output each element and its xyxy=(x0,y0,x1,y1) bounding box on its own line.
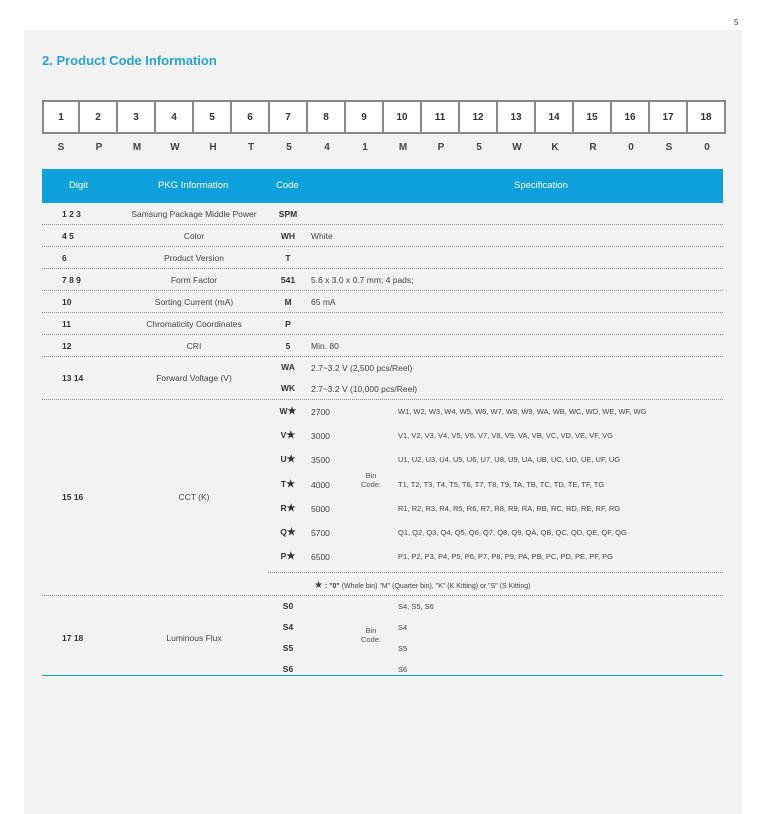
code-position: 4 xyxy=(156,100,194,134)
code-position: 3 xyxy=(118,100,156,134)
section-title: 2. Product Code Information xyxy=(42,53,217,68)
row-code: WK xyxy=(280,383,296,393)
code-character: S xyxy=(57,141,65,153)
cct-code xyxy=(268,551,308,562)
cct-code-letter: U xyxy=(280,454,287,465)
code-position: 10 xyxy=(384,100,422,134)
table-row-cct xyxy=(42,400,723,596)
row-pkg-info: Forward Voltage (V) xyxy=(156,373,232,383)
code-position: 14 xyxy=(536,100,574,134)
header-digit: Digit xyxy=(69,180,89,191)
row-code: 5 xyxy=(285,341,291,351)
cct-code-letter: T xyxy=(280,478,287,489)
row-digit: 13 14 xyxy=(62,373,84,383)
row-digit: 10 xyxy=(62,297,72,307)
cct-bin-codes: T1, T2, T3, T4, T5, T6, T7, T8, T9, TA, TB, TC, TD, TE, TF, TG xyxy=(398,479,605,489)
code-character: R xyxy=(589,141,597,153)
code-character: M xyxy=(132,141,142,153)
row-code: WA xyxy=(281,362,295,372)
table-row xyxy=(42,291,723,313)
cct-code xyxy=(268,430,308,441)
row-digit: 11 xyxy=(62,319,71,329)
cct-code-letter: R xyxy=(280,502,287,513)
row-code: S5 xyxy=(282,643,294,653)
cct-bin-codes: U1, U2, U3, U4, U5, U6, U7, U8, U9, UA, UB, UC, UD, UE, UF, UG xyxy=(398,455,621,465)
row-code: 541 xyxy=(280,275,296,285)
row-digit: 15 16 xyxy=(62,492,84,502)
code-character: 4 xyxy=(324,141,330,153)
row-specification: 2.7~3.2 V (10,000 pcs/Reel) xyxy=(311,384,418,394)
row-specification: 5.6 x 3.0 x 0.7 mm; 4 pads; xyxy=(311,275,414,285)
header-pkg: PKG Information xyxy=(158,180,229,191)
row-specification: Min. 80 xyxy=(311,341,339,351)
star-icon: ★ xyxy=(286,478,296,490)
lum-bin-codes: S5 xyxy=(398,644,408,653)
code-character: S xyxy=(665,141,673,153)
cct-footnote xyxy=(314,580,530,591)
code-position: 18 xyxy=(688,100,726,134)
code-position: 2 xyxy=(80,100,118,134)
table-row xyxy=(42,335,723,357)
code-character: T xyxy=(247,141,255,153)
code-position: 15 xyxy=(574,100,612,134)
code-position: 8 xyxy=(308,100,346,134)
page-number: 5 xyxy=(734,18,739,27)
cct-bin-codes: P1, P2, P3, P4, P5, P6, P7, P8, P9, PA, PB, PC, PD, PE, PF, PG xyxy=(398,552,613,562)
code-position: 16 xyxy=(612,100,650,134)
lum-bin-codes: S4 xyxy=(398,623,408,632)
cct-code xyxy=(268,479,308,490)
table-row xyxy=(42,247,723,269)
cct-value: 5700 xyxy=(311,528,330,538)
row-code: S6 xyxy=(282,664,294,674)
code-character: W xyxy=(170,141,180,153)
star-icon: ★ xyxy=(314,580,323,591)
code-position: 5 xyxy=(194,100,232,134)
bin-code-label: Bin Code: xyxy=(360,471,381,489)
spec-table xyxy=(42,169,723,678)
code-position: 1 xyxy=(42,100,80,134)
code-character: P xyxy=(437,141,445,153)
row-code: SPM xyxy=(278,209,298,219)
cct-code xyxy=(268,503,308,514)
cct-value: 6500 xyxy=(311,552,330,563)
bin-code-label: Bin Code: xyxy=(360,626,381,644)
code-position: 9 xyxy=(346,100,384,134)
cct-value: 3000 xyxy=(311,431,330,442)
row-code: WH xyxy=(280,231,296,241)
row-pkg-info: Luminous Flux xyxy=(166,633,222,643)
lum-bin-codes: S4, S5, S6 xyxy=(398,602,434,611)
row-pkg-info: Product Version xyxy=(163,253,224,263)
row-digit: 4 5 xyxy=(62,231,74,241)
code-position: 6 xyxy=(232,100,270,134)
code-character: 0 xyxy=(704,141,710,153)
cct-code xyxy=(268,406,308,417)
star-icon: ★ xyxy=(286,430,296,442)
code-character: 5 xyxy=(286,141,292,153)
code-position: 13 xyxy=(498,100,536,134)
code-position: 7 xyxy=(270,100,308,134)
row-pkg-info: CCT (K) xyxy=(178,492,210,502)
code-character: 5 xyxy=(476,141,482,153)
footnote-zero: : "0" xyxy=(322,583,340,590)
product-code-grid xyxy=(42,100,726,160)
spec-table-header xyxy=(42,169,723,203)
star-icon: ★ xyxy=(286,527,296,538)
star-icon: ★ xyxy=(286,551,296,563)
cct-value: 2700 xyxy=(311,407,330,417)
row-pkg-info: CRI xyxy=(186,341,202,351)
code-character: P xyxy=(95,141,103,153)
cct-bin-codes: W1, W2, W3, W4, W5, W6, W7, W8, W9, WA, WB, WC, WD, WE, WF, WG xyxy=(398,407,647,416)
row-pkg-info: Samsung Package Middle Power xyxy=(131,209,257,219)
cct-code-letter: W xyxy=(279,406,288,416)
row-code: P xyxy=(285,319,291,329)
cct-code xyxy=(268,527,308,538)
cct-bin-codes: V1, V2, V3, V4, V5, V6, V7, V8, V9, VA, VB, VC, VD, VE, VF, VG xyxy=(398,431,613,441)
cct-bin-codes: Q1, Q2, Q3, Q4, Q5, Q6, Q7, Q8, Q9, QA, QB, QC, QD, QE, QF, QG xyxy=(398,528,627,537)
table-row-luminous-flux xyxy=(42,596,723,678)
row-pkg-info: Chromaticity Coordinates xyxy=(146,319,242,329)
code-character: W xyxy=(512,141,522,153)
row-digit: 6 xyxy=(62,253,67,263)
table-row xyxy=(42,225,723,247)
row-specification: White xyxy=(311,231,333,241)
row-digit: 12 xyxy=(62,341,72,351)
table-row xyxy=(42,313,723,335)
row-code: S4 xyxy=(282,622,294,632)
star-icon: ★ xyxy=(287,406,297,417)
row-code: T xyxy=(285,253,291,263)
code-character: 1 xyxy=(362,141,368,153)
cct-value: 3500 xyxy=(311,455,330,466)
code-position: 12 xyxy=(460,100,498,134)
table-bottom-rule xyxy=(42,675,723,676)
row-pkg-info: Sorting Current (mA) xyxy=(154,297,234,307)
row-specification: 2.7~3.2 V (2,500 pcs/Reel) xyxy=(311,363,413,373)
row-code: S0 xyxy=(282,601,294,611)
row-digit: 7 8 9 xyxy=(62,275,81,285)
table-row xyxy=(42,203,723,225)
table-row xyxy=(42,269,723,291)
code-position: 17 xyxy=(650,100,688,134)
row-code: M xyxy=(284,297,292,307)
code-position: 11 xyxy=(422,100,460,134)
spec-table-body xyxy=(42,203,723,678)
code-character: H xyxy=(209,141,217,153)
header-spec: Specification xyxy=(514,180,568,191)
row-pkg-info: Form Factor xyxy=(170,275,218,285)
code-character: K xyxy=(551,141,559,153)
code-character: 0 xyxy=(628,141,634,153)
cct-value: 5000 xyxy=(311,503,330,514)
cct-value: 4000 xyxy=(311,479,330,490)
row-digit: 1 2 3 xyxy=(62,209,81,219)
star-icon: ★ xyxy=(286,454,296,466)
cct-code-letter: P xyxy=(280,551,287,562)
table-row-forward-voltage xyxy=(42,357,723,400)
header-code: Code xyxy=(276,180,299,191)
star-icon: ★ xyxy=(286,502,296,514)
row-specification: 65 mA xyxy=(311,297,336,307)
cct-code-letter: Q xyxy=(280,527,287,537)
lum-bin-codes: S6 xyxy=(398,665,408,674)
cct-footnote-divider xyxy=(268,572,723,573)
row-digit: 17 18 xyxy=(62,633,84,643)
footnote-text: (Whole bin) "M" (Quarter bin), "K" (K Kitting) or "S" (S Kitting) xyxy=(339,583,531,590)
code-character: M xyxy=(398,141,408,153)
cct-bin-codes: R1, R2, R3, R4, R5, R6, R7, R8, R9, RA, RB, RC, RD, RE, RF, RG xyxy=(398,503,621,513)
row-pkg-info: Color xyxy=(183,231,205,241)
cct-code xyxy=(268,454,308,465)
cct-code-letter: V xyxy=(280,430,287,441)
